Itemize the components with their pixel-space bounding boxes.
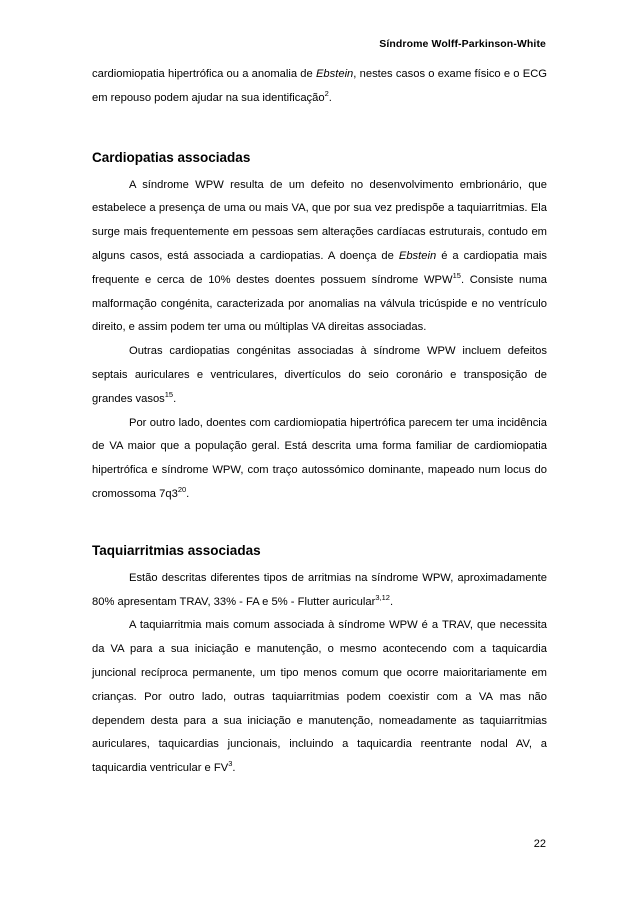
text-span: , nestes casos o exame físico e o ECG em repouso podem ajudar na sua identificação — [92, 68, 547, 104]
paragraph — [92, 412, 547, 507]
citation-ref: 3,12 — [375, 592, 390, 602]
section-heading-cardiopatias: Cardiopatias associadas — [92, 149, 251, 165]
citation-ref: 3 — [228, 759, 233, 769]
page-content — [92, 63, 547, 781]
italic-term: Ebstein — [398, 249, 437, 262]
citation-ref: 15 — [164, 389, 174, 399]
text-span: A taquiarritmia mais comum associada à síndrome WPW é a TRAV, que necessita da VA para a sua iniciação e manutenção, o mesmo acontecendo com a taquicardia juncional recíproca permanente, um tipo menos comum que ocorre maioritariamente em crianças. Por outro lado, outras taquiarritmias podem coexistir com a VA mas não dependem desta para a sua iniciação e manutenção, nomeadamente as taquiarritmias auriculares, taquicardias juncionais, incluindo a taquicardia reentrante nodal AV, a taquicardia ventricular e FV — [92, 619, 547, 775]
running-header: Síndrome Wolff-Parkinson-White — [379, 38, 546, 50]
citation-ref: 15 — [452, 270, 461, 280]
text-span: é a cardiopatia mais frequente e cerca de 10% destes doentes possuem síndrome WPW — [92, 249, 548, 286]
paragraph-continuation — [92, 63, 547, 111]
text-span: . Consiste numa malformação congénita, caracterizada por anomalias na válvula tricúspide e no ventrículo direito, e assim podem ter uma ou múltiplas VA direitas associadas. — [92, 273, 548, 334]
text-span: . — [328, 91, 332, 104]
paragraph — [92, 340, 547, 411]
text-span: Por outro lado, doentes com cardiomiopatia hipertrófica parecem ter uma incidência de VA maior que a população geral. Está descrita uma forma familiar de cardiomiopatia hipertrófica e síndrome WPW, com traço autossómico dominante, mapeado num locus do cromossoma 7q3 — [92, 416, 547, 500]
citation-ref: 2 — [324, 88, 329, 98]
text-span: A síndrome WPW resulta de um defeito no desenvolvimento embrionário, que estabelece a presença de uma ou mais VA, que por sua vez predispõe a taquiarritmias. Ela surge mais frequentemente em pessoas sem alterações cardíacas estruturais, contudo em alguns casos, está associada a cardiopatias. A doença de — [92, 178, 547, 262]
text-span: Outras cardiopatias congénitas associadas à síndrome WPW incluem defeitos septais auriculares e ventriculares, divertículos do seio coronário e transposição de grandes vasos — [92, 345, 547, 405]
text-span: cardiomiopatia hipertrófica ou a anomalia de — [92, 68, 316, 80]
italic-term: Ebstein — [315, 68, 354, 80]
paragraph — [92, 174, 547, 341]
text-span: Estão descritas diferentes tipos de arritmias na síndrome WPW, aproximadamente 80% apresentam TRAV, 33% - FA e 5% - Flutter auricular — [92, 571, 547, 608]
page-number: 22 — [533, 838, 546, 850]
paragraph — [92, 614, 547, 781]
text-span: . — [186, 487, 190, 500]
section-heading-taquiarritmias: Taquiarritmias associadas — [92, 542, 261, 558]
paragraph — [92, 567, 547, 615]
text-span: . — [232, 762, 236, 775]
text-span: . — [173, 392, 177, 405]
citation-ref: 20 — [177, 484, 187, 494]
text-span: . — [389, 595, 394, 608]
